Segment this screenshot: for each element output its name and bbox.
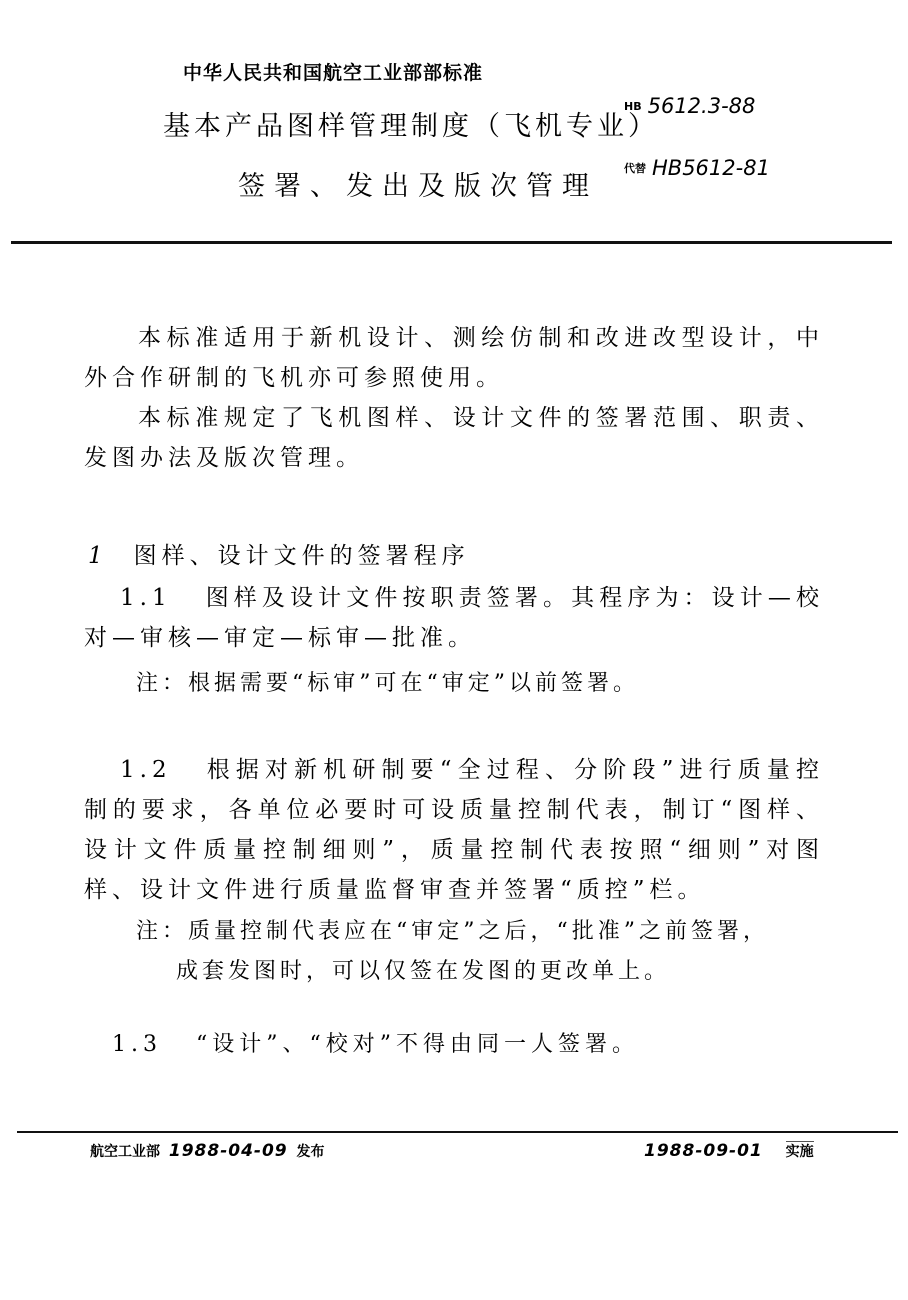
clause-1-1-note: 注：根据需要“标审”可在“审定”以前签署。 (136, 671, 639, 696)
implementation-info (640, 1141, 814, 1161)
implementation-label: 实施 (786, 1141, 814, 1160)
replaced-standard-value: HB5612-81 (652, 156, 770, 180)
standard-number-value: 5612.3-88 (647, 94, 756, 118)
clause-1-2-note (136, 912, 826, 992)
clause-1-3 (112, 1027, 639, 1058)
clause-1-2 (84, 750, 824, 910)
section-1-heading (88, 537, 470, 570)
header-divider (11, 241, 892, 244)
note-line-1: 注：质量控制代表应在“审定”之后，“批准”之前签署， (136, 919, 769, 944)
section-number: 1 (88, 543, 108, 569)
issue-date: 1988-04-09 (168, 1141, 288, 1161)
note-line-2: 成套发图时，可以仅签在发图的更改单上。 (176, 959, 671, 984)
intro-paragraph-content: 本标准规定了飞机图样、设计文件的签署范围、职责、发图办法及版次管理。 (84, 405, 824, 471)
document-subtitle: 签署、发出及版次管理 (238, 171, 598, 202)
footer-divider (17, 1131, 898, 1133)
replaced-standard-prefix: 代替 (624, 162, 646, 175)
clause-text: 图样及设计文件按职责签署。其程序为：设计—校对—审核—审定—标审—批准。 (84, 585, 824, 651)
document-title: 基本产品图样管理制度（飞机专业） (163, 111, 659, 142)
issuer: 航空工业部 (90, 1144, 160, 1160)
clause-text: 根据对新机研制要“全过程、分阶段”进行质量控制的要求，各单位必要时可设质量控制代表，制订“图样、设计文件质量控制细则”，质量控制代表按照“细则”对图样、设计文件进行质量监督审查并签署“质控”栏。 (84, 757, 824, 903)
clause-1-1 (84, 578, 824, 658)
section-title: 图样、设计文件的签署程序 (133, 543, 470, 569)
issue-label: 发布 (296, 1144, 325, 1160)
replaced-standard (624, 156, 770, 180)
intro-paragraph-scope: 本标准适用于新机设计、测绘仿制和改进改型设计，中外合作研制的飞机亦可参照使用。 (84, 325, 824, 391)
clause-number: 1.3 (112, 1032, 162, 1057)
standard-number (624, 94, 755, 118)
clause-number: 1.2 (120, 757, 172, 783)
issue-info (90, 1141, 325, 1161)
standard-number-prefix: HB (624, 100, 642, 113)
clause-text: “设计”、“校对”不得由同一人签署。 (196, 1032, 639, 1057)
clause-number: 1.1 (120, 585, 172, 611)
implementation-date: 1988-09-01 (644, 1141, 763, 1161)
issuing-authority-heading: 中华人民共和国航空工业部部标准 (183, 62, 484, 84)
